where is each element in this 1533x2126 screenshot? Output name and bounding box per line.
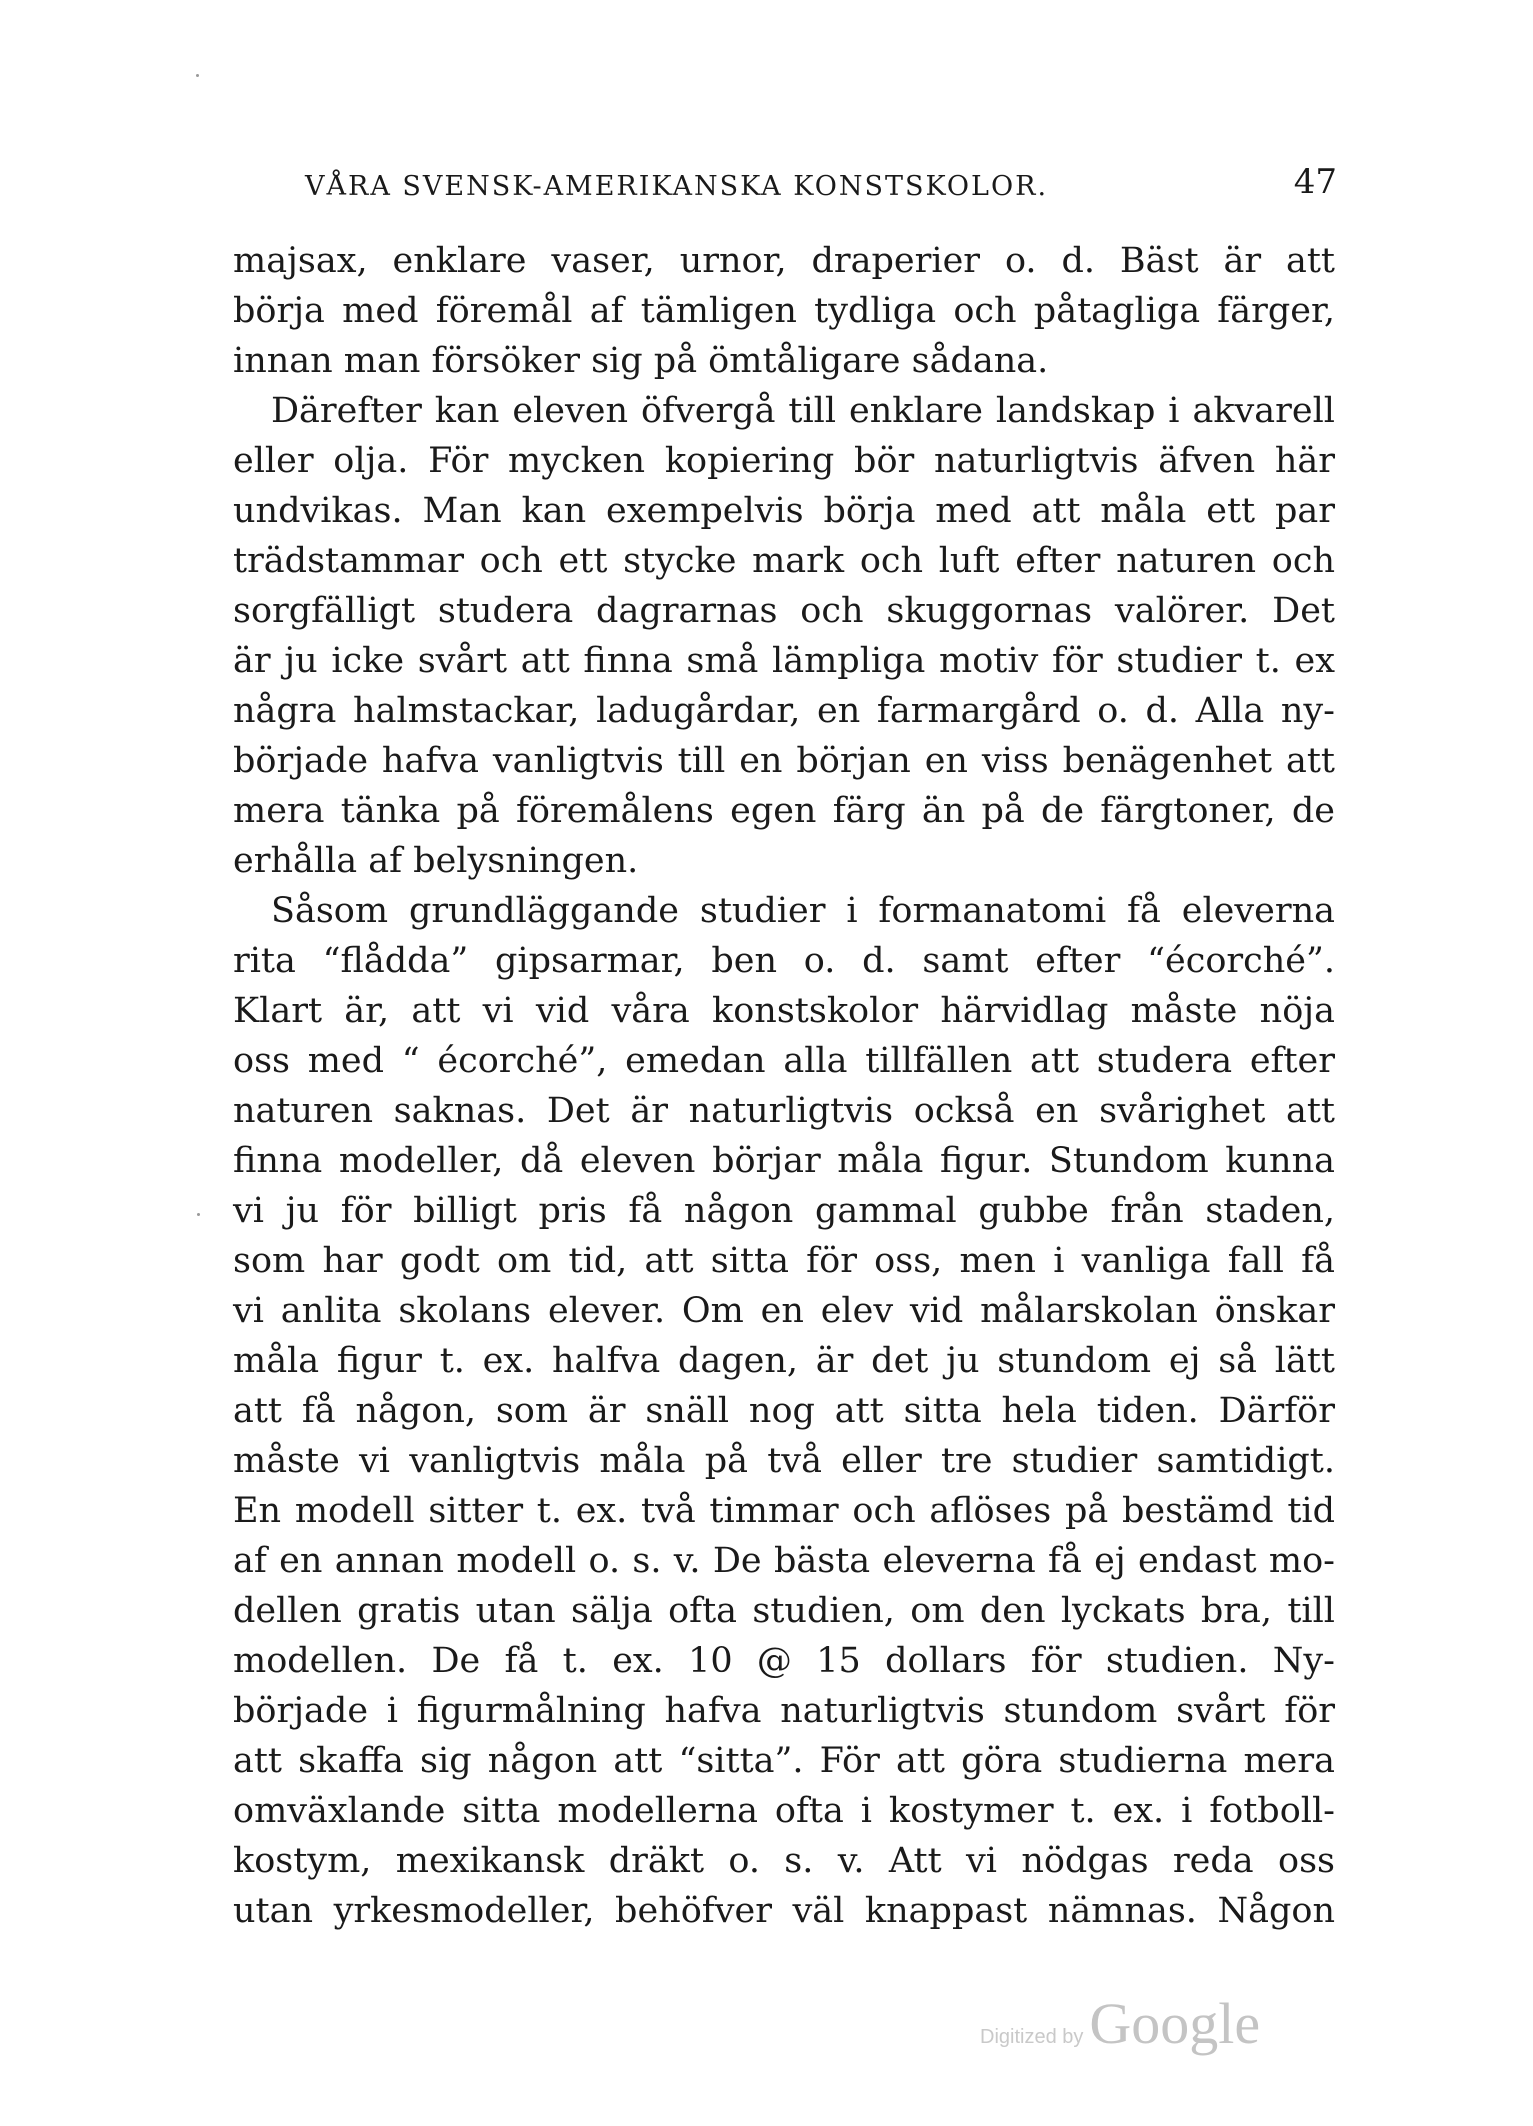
scan-speck	[197, 1213, 200, 1216]
text-line: trädstammar och ett stycke mark och luft efter naturen och	[233, 541, 1335, 581]
text-line: vi ju för billigt pris få någon gammal gubbe från staden,	[233, 1191, 1335, 1231]
text-line: naturen saknas. Det är naturligtvis också en svårighet att	[233, 1091, 1335, 1131]
text-line: innan man försöker sig på ömtåligare sådana.	[233, 341, 1049, 381]
running-header	[233, 158, 1337, 202]
text-line: vi anlita skolans elever. Om en elev vid målarskolan önskar	[233, 1291, 1335, 1331]
text-line: En modell sitter t. ex. två timmar och aflöses på bestämd tid	[233, 1491, 1335, 1531]
digitized-label: Digitized by	[980, 2026, 1084, 2048]
text-line: undvikas. Man kan exempelvis börja med att måla ett par	[233, 491, 1335, 531]
text-line: majsax, enklare vaser, urnor, draperier o. d. Bäst är att	[233, 241, 1335, 281]
body-text	[233, 236, 1335, 1936]
text-line: eller olja. För mycken kopiering bör naturligtvis äfven här	[233, 441, 1335, 481]
text-line: dellen gratis utan sälja ofta studien, om den lyckats bra, till	[233, 1591, 1335, 1631]
page-number: 47	[1293, 162, 1337, 202]
scan-speck	[196, 74, 199, 77]
text-line: omväxlande sitta modellerna ofta i kostymer t. ex. i fotboll-	[233, 1791, 1335, 1831]
text-line: rita “flådda” gipsarmar, ben o. d. samt efter “écorché”.	[233, 941, 1335, 981]
text-line: att skaffa sig någon att “sitta”. För att göra studierna mera	[233, 1741, 1335, 1781]
text-line: mera tänka på föremålens egen färg än på de färgtoner, de	[233, 791, 1335, 831]
text-line: utan yrkesmodeller, behöfver väl knappast nämnas. Någon	[233, 1891, 1335, 1931]
text-line: sorgfälligt studera dagrarnas och skuggornas valörer. Det	[233, 591, 1335, 631]
text-line: började hafva vanligtvis till en början en viss benägenhet att	[233, 741, 1335, 781]
text-line: Klart är, att vi vid våra konstskolor härvidlag måste nöja	[233, 991, 1335, 1031]
text-line: några halmstackar, ladugårdar, en farmargård o. d. Alla ny-	[233, 691, 1335, 731]
text-line: måla figur t. ex. halfva dagen, är det ju stundom ej så lätt	[233, 1341, 1335, 1381]
text-line: erhålla af belysningen.	[233, 841, 639, 881]
text-line: oss med “ écorché”, emedan alla tillfällen att studera efter	[233, 1041, 1335, 1081]
text-line: som har godt om tid, att sitta för oss, men i vanliga fall få	[233, 1241, 1335, 1281]
text-line: att få någon, som är snäll nog att sitta hela tiden. Därför	[233, 1391, 1335, 1431]
text-line: började i figurmålning hafva naturligtvis stundom svårt för	[233, 1691, 1335, 1731]
google-wordmark: Google	[1089, 1991, 1261, 2056]
text-line: måste vi vanligtvis måla på två eller tre studier samtidigt.	[233, 1441, 1335, 1481]
running-title: VÅRA SVENSK-AMERIKANSKA KONSTSKOLOR.	[305, 171, 1049, 202]
text-line: finna modeller, då eleven börjar måla figur. Stundom kunna	[233, 1141, 1335, 1181]
text-line: börja med föremål af tämligen tydliga och påtagliga färger,	[233, 291, 1335, 331]
text-line: af en annan modell o. s. v. De bästa eleverna få ej endast mo-	[233, 1541, 1335, 1581]
text-line: Såsom grundläggande studier i formanatomi få eleverna	[271, 891, 1335, 931]
text-line: Därefter kan eleven öfvergå till enklare landskap i akvarell	[271, 391, 1335, 431]
digitized-by-watermark	[980, 1990, 1260, 2057]
text-line: kostym, mexikansk dräkt o. s. v. Att vi nödgas reda oss	[233, 1841, 1335, 1881]
text-line: är ju icke svårt att finna små lämpliga motiv för studier t. ex	[233, 641, 1335, 681]
text-line: modellen. De få t. ex. 10 @ 15 dollars för studien. Ny-	[233, 1641, 1335, 1681]
